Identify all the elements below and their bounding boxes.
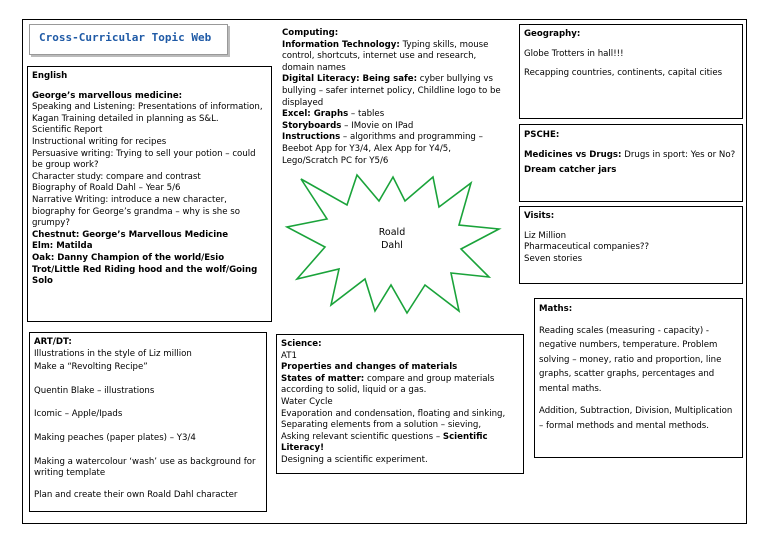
psche-medicines: Medicines vs Drugs: Drugs in sport: Yes or No? <box>524 149 736 160</box>
art-line: Plan and create their own Roald Dahl character <box>34 489 238 500</box>
english-line: Scientific Report <box>32 125 103 136</box>
star-label-line2: Dahl <box>381 240 403 251</box>
science-states: States of matter: compare and group materials according to solid, liquid or a gas. <box>281 373 495 396</box>
computing-excel: Excel: Graphs – tables <box>282 109 385 120</box>
computing-box <box>278 26 510 182</box>
science-props: Properties and changes of materials <box>281 362 458 373</box>
english-line: Character study: compare and contrast <box>32 171 201 182</box>
geography-heading: Geography: <box>524 29 581 39</box>
english-class: Chestnut: George’s Marvellous Medicine <box>32 229 229 240</box>
geography-line: Recapping countries, continents, capital cities <box>524 68 723 79</box>
computing-storyboards: Storyboards – IMovie on IPad <box>282 120 414 131</box>
visits-line: Seven stories <box>524 253 583 264</box>
psche-dream: Dream catcher jars <box>524 165 617 176</box>
maths-heading: Maths: <box>539 304 573 314</box>
maths-box <box>534 298 743 458</box>
computing-heading: Computing: <box>282 28 339 38</box>
geography-line: Globe Trotters in hall!!! <box>524 48 624 59</box>
psche-box <box>519 124 743 202</box>
english-class: Elm: Matilda <box>32 241 93 252</box>
science-evap: Evaporation and condensation, floating and sinking, <box>281 408 506 419</box>
art-line: Making a watercolour ‘wash’ use as background for writing template <box>34 456 256 479</box>
english-line: Speaking and Listening: Presentations of information, Kagan Training detailed in planning as S&L. <box>32 102 263 124</box>
art-line: Illustrations in the style of Liz million <box>34 348 192 359</box>
star-label-line1: Roald <box>378 227 406 238</box>
science-at: AT1 <box>281 350 297 361</box>
english-line: Persuasive writing: Trying to sell your potion – could be group work? <box>32 148 256 171</box>
computing-dl: Digital Literacy: Being safe: cyber bullying vs bullying – safer internet policy, Childline logo to be displayed <box>282 74 501 108</box>
art-heading: ART/DT: <box>34 337 72 347</box>
maths-para2: Addition, Subtraction, Division, Multiplication – formal methods and mental methods. <box>539 406 733 431</box>
psche-heading: PSCHE: <box>524 130 560 140</box>
english-class: Oak: Danny Champion of the world/Esio Trot/Little Red Riding hood and the wolf/Going Solo <box>32 252 258 287</box>
english-line: Biography of Roald Dahl – Year 5/6 <box>32 183 181 194</box>
english-topic: George’s marvellous medicine: <box>32 90 183 101</box>
visits-heading: Visits: <box>524 211 555 221</box>
geography-box <box>519 24 743 119</box>
star-label <box>362 226 422 252</box>
art-box <box>29 332 267 512</box>
english-line: Narrative Writing: introduce a new character, biography for George’s grandma – why is she so grumpy? <box>32 194 241 229</box>
visits-line: Liz Million <box>524 230 567 241</box>
english-heading: English <box>32 71 68 81</box>
art-line: Making peaches (paper plates) – Y3/4 <box>34 432 196 443</box>
visits-box <box>519 206 743 284</box>
computing-it: Information Technology: Typing skills, mouse control, shortcuts, internet use and research, domain names <box>282 39 489 73</box>
english-line: Instructional writing for recipes <box>32 136 167 147</box>
science-ask: Asking relevant scientific questions – Scientific Literacy! <box>281 431 488 454</box>
art-line: Icomic – Apple/Ipads <box>34 409 123 420</box>
art-line: Quentin Blake – illustrations <box>34 385 155 396</box>
science-box <box>276 334 524 474</box>
computing-instructions: Instructions – algorithms and programming – Beebot App for Y3/4, Alex App for Y4/5, Lego/Scratch PC for Y5/6 <box>282 132 483 166</box>
science-design: Designing a scientific experiment. <box>281 454 428 465</box>
science-heading: Science: <box>281 339 322 349</box>
art-line: Make a “Revolting Recipe” <box>34 362 148 373</box>
science-sep: Separating elements from a solution – sieving, <box>281 420 482 431</box>
maths-para1: Reading scales (measuring - capacity) - negative numbers, temperature. Problem solving – money, ratio and proportion, line graphs, scatter graphs, percentages and mental maths. <box>539 325 722 394</box>
science-water: Water Cycle <box>281 396 333 407</box>
visits-line: Pharmaceutical companies?? <box>524 242 650 253</box>
title-box <box>29 24 228 55</box>
page-title: Cross-Curricular Topic Web <box>39 31 212 44</box>
english-box <box>27 66 272 322</box>
